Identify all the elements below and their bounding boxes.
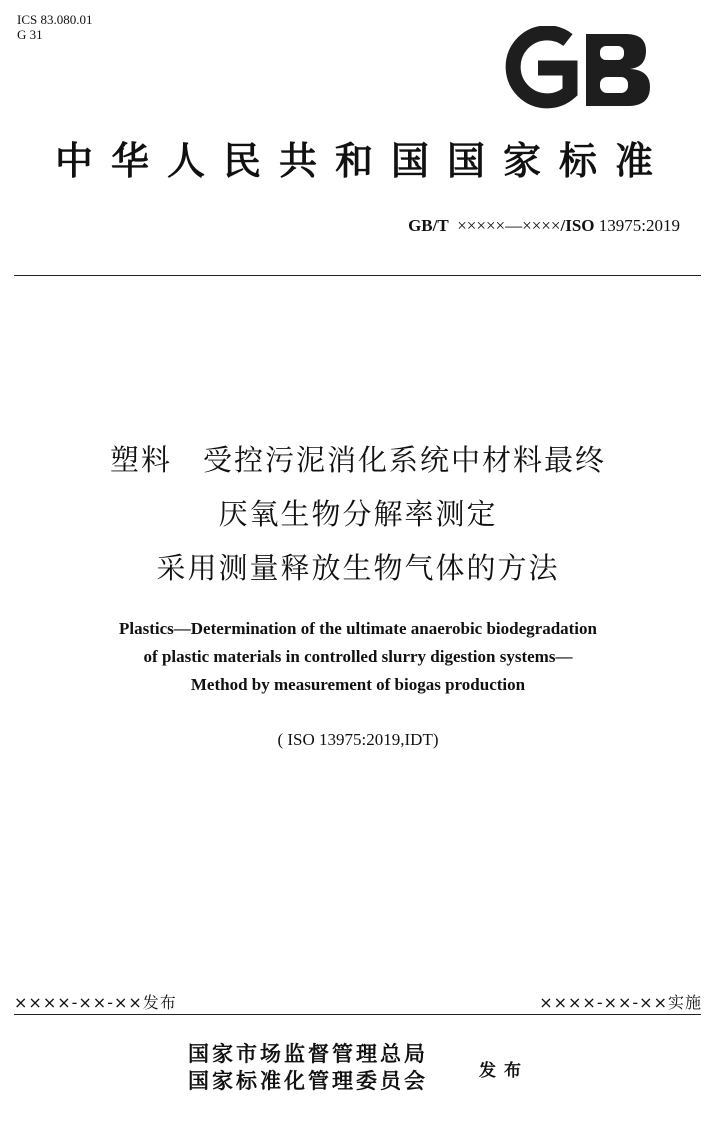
standard-iso-number: 13975:2019 [598, 216, 680, 235]
en-title-line-1: Plastics—Determination of the ultimate anaerobic biodegradation [118, 619, 597, 638]
cn-title-line-1: 塑料 受控污泥消化系统中材料最终 [109, 443, 606, 477]
gb-logo [490, 26, 660, 112]
iso-reference: ( ISO 13975:2019,IDT) [277, 730, 439, 749]
standard-prefix: GB/T [408, 216, 449, 235]
publication-date: ××××-××-××发布 [14, 993, 177, 1012]
cn-title-line-3: 采用测量释放生物气体的方法 [156, 551, 560, 585]
issuer-samr: 国家市场监督管理总局 [188, 1041, 428, 1066]
en-title-line-2: of plastic materials in controlled slurry digestion systems— [143, 647, 573, 666]
issuing-authorities [188, 1040, 428, 1094]
standard-number [408, 216, 680, 236]
ccs-code: G 31 [17, 27, 43, 42]
issue-label: 发布 [479, 1061, 529, 1081]
implementation-date: ××××-××-××实施 [539, 993, 702, 1012]
gb-logo-icon [490, 26, 660, 112]
bottom-divider [14, 1014, 701, 1015]
standard-placeholder: ×××××—×××× [457, 216, 561, 235]
en-title-line-3: Method by measurement of biogas production [190, 675, 526, 694]
top-divider [14, 275, 701, 276]
main-title: 中华人民共和国国家标准 [54, 138, 671, 183]
cn-title-line-2: 厌氧生物分解率测定 [218, 497, 498, 531]
ics-code: ICS 83.080.01 [17, 12, 93, 27]
standard-iso: /ISO [560, 216, 595, 235]
issuer-sac: 国家标准化管理委员会 [188, 1068, 428, 1093]
classification-codes [17, 12, 92, 42]
